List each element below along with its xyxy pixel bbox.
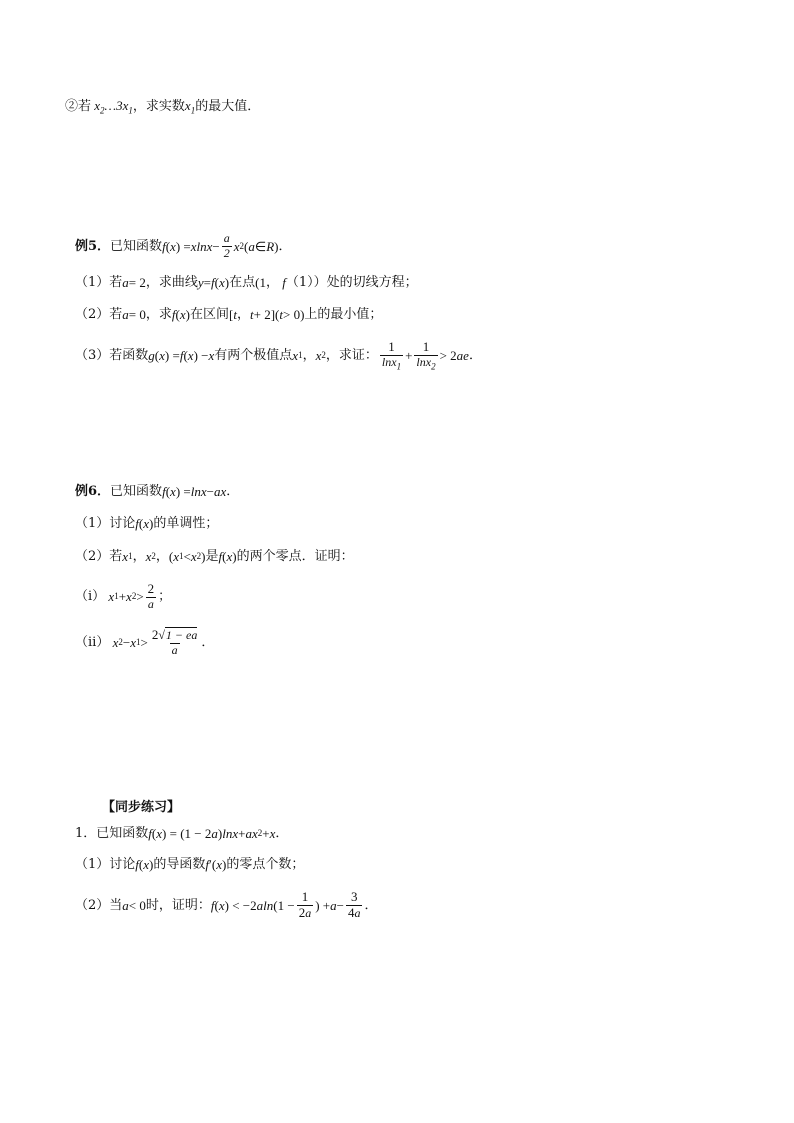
example-6-label: 例6． bbox=[75, 484, 111, 499]
fraction-a-over-2: $\frac{a}{2}$ bbox=[223, 231, 230, 260]
condition-expression: $x_2\dots 3x_1$ bbox=[91, 98, 133, 116]
example-6-part-ii: （ⅱ） x 2 − x 1 > $\frac{2√1 - ea}{a}$ ． bbox=[75, 627, 215, 657]
fraction-1-over-lnx1: $\frac{1}{\ln x_1}$ bbox=[381, 339, 402, 372]
example-6-part-i: （ⅰ） x 1 + x 2 > $\frac{2}{a}$ ； bbox=[75, 581, 172, 611]
fraction-1-over-lnx2: $\frac{1}{\ln x_2}$ bbox=[416, 339, 436, 372]
example-5-part-2: （2）若 a = 0 ，求 f ( x ) 在区间 [ t ， t + 2]( t > 0) 上的最小值； bbox=[75, 307, 383, 322]
variable-x1: $x_1$ bbox=[184, 98, 196, 116]
example-5-intro: 已知函数 bbox=[110, 238, 163, 254]
example-5-label: 例5． bbox=[75, 238, 111, 254]
fraction-1-over-2a: $\frac{1}{2a}$ bbox=[298, 889, 312, 920]
fraction-sqrt: $\frac{2√1 - ea}{a}$ bbox=[151, 627, 198, 657]
line-text-1: ，求实数 bbox=[132, 99, 185, 115]
practice-heading: 【同步练习】 bbox=[102, 800, 181, 815]
fraction-3-over-4a: $\frac{3}{4a}$ bbox=[347, 889, 361, 920]
example-6-part-2: （2）若 x 1 ， x 2 ， ( x 1 < x 2 ) 是 f ( x ) 的两个零点．证明： bbox=[75, 549, 354, 564]
example-5-part-3: （3）若函数 g ( x ) = f ( x ) − x 有两个极值点 x 1 ， x 2 ，求证： $\frac{1}{\ln x_1}$ + $\frac{1}{\ln x_2}$ > 2 ae ． bbox=[75, 339, 482, 372]
line-prefix: ②若 bbox=[65, 99, 92, 115]
problem-line-2-condition bbox=[65, 98, 260, 116]
practice-question-1: 1．已知函数 f ( x ) = (1 − 2 a ) lnx + ax 2 + x ． bbox=[75, 826, 289, 841]
example-5-header: 例5． 已知函数 f ( x ) = xlnx − $\frac{a}{2}$ x 2 ( a ∈ R ) ． bbox=[75, 231, 292, 260]
fraction-2-over-a: $\frac{2}{a}$ bbox=[147, 581, 155, 611]
example-5-function: f bbox=[162, 238, 166, 254]
practice-part-1: （1）讨论 f ( x ) 的导函数 f ′( x ) 的零点个数； bbox=[75, 857, 305, 872]
line-text-2: 的最大值． bbox=[195, 99, 261, 115]
practice-part-2: （2）当 a < 0 时，证明： f ( x ) < −2 aln (1 − $\frac{1}{2a}$ ) + a − $\frac{3}{4a}$ ． bbox=[75, 889, 378, 920]
example-6-header: 例6． 已知函数 f ( x ) = lnx − ax ． bbox=[75, 484, 240, 499]
example-5-part-1: （1）若 a = 2 ，求曲线 y = f ( x ) 在点 (1 ， f （1））处的切线方程； bbox=[75, 275, 418, 290]
example-6-part-1: （1）讨论 f ( x ) 的单调性； bbox=[75, 516, 219, 531]
